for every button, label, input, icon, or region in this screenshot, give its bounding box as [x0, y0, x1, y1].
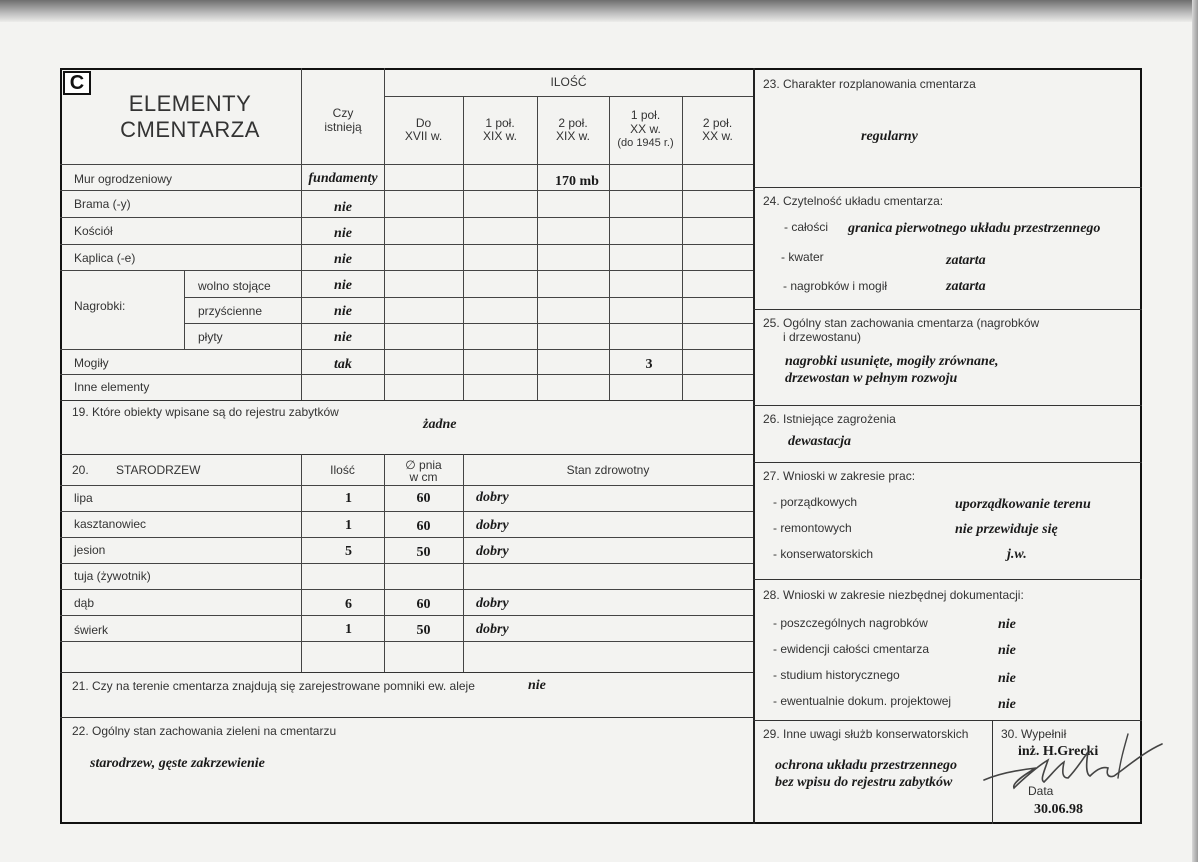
q19-label: 19. Które obiekty wpisane są do rejestru zabytków: [72, 405, 339, 419]
grid-line: [184, 323, 753, 324]
q30-name: inż. H.Grecki: [1018, 744, 1099, 759]
tree-name: lipa: [74, 491, 93, 505]
grid-line: [60, 374, 753, 375]
divider-main: [753, 68, 755, 824]
row-plyty-label: płyty: [198, 330, 223, 344]
row-wolno-exists: nie: [334, 278, 352, 293]
period-4-l2: XX w.: [630, 122, 661, 136]
grid-line: [60, 217, 753, 218]
q28-row2-answer: nie: [998, 643, 1016, 658]
q26-label: 26. Istniejące zagrożenia: [763, 412, 896, 426]
q27-row3-label: - konserwatorskich: [773, 547, 874, 561]
grid-line: [60, 641, 753, 642]
grid-line: [60, 349, 753, 350]
q28-row4-answer: nie: [998, 697, 1016, 712]
grid-line: [384, 96, 753, 97]
tree-diam: 60: [416, 597, 431, 612]
tree-name: świerk: [74, 623, 109, 637]
tree-health: dobry: [476, 544, 509, 559]
row-mur-label: Mur ogrodzeniowy: [74, 172, 173, 186]
q20-col-diam-l2: w cm: [409, 470, 438, 484]
period-2-l2: XIX w.: [482, 129, 517, 143]
grid-line: [753, 720, 1142, 721]
tree-diam: 60: [416, 519, 431, 534]
grid-line: [753, 187, 1142, 188]
tree-name: jesion: [74, 543, 106, 557]
row-kosciol-label: Kościół: [74, 224, 113, 238]
period-1-l1: Do: [415, 116, 432, 130]
row-wolno-label: wolno stojące: [198, 279, 271, 293]
grid-line: [60, 485, 753, 486]
tree-name: tuja (żywotnik): [74, 569, 151, 583]
col-exists-l1: Czy: [332, 106, 354, 120]
period-1-l2: XVII w.: [404, 129, 443, 143]
q27-row2-label: - remontowych: [773, 521, 852, 535]
row-mogily-label: Mogiły: [74, 356, 109, 370]
tree-diam: 50: [416, 623, 431, 638]
grid-line: [60, 190, 753, 191]
q25-label-l1: 25. Ogólny stan zachowania cmentarza (nagrobków: [763, 316, 1040, 330]
tree-qty: 1: [345, 622, 352, 637]
q21-label: 21. Czy na terenie cmentarza znajdują się zarejestrowane pomniki ew. aleje: [72, 679, 475, 693]
row-inne-label: Inne elementy: [74, 380, 150, 394]
q29-label: 29. Inne uwagi służb konserwatorskich: [763, 727, 969, 741]
q23-answer: regularny: [861, 129, 918, 144]
row-plyty-exists: nie: [334, 330, 352, 345]
tree-health: dobry: [476, 490, 509, 505]
tree-diam: 60: [416, 491, 431, 506]
row-mur-value: 170 mb: [555, 174, 599, 189]
row-kaplica-label: Kaplica (-e): [74, 251, 136, 265]
q30-label: 30. Wypełnił: [1001, 727, 1067, 741]
q24-row2-answer: zatarta: [946, 253, 986, 268]
q23-label: 23. Charakter rozplanowania cmentarza: [763, 77, 976, 91]
title-line2: CMENTARZA: [120, 117, 260, 142]
grid-line: [753, 462, 1142, 463]
q20-label: STARODRZEW: [116, 463, 201, 477]
q24-row3-answer: zatarta: [946, 279, 986, 294]
grid-line: [184, 297, 753, 298]
tree-name: kasztanowiec: [74, 517, 147, 531]
q29-answer-l2: bez wpisu do rejestru zabytków: [775, 775, 953, 790]
q22-answer: starodrzew, gęste zakrzewienie: [90, 756, 265, 771]
period-4-l1: 1 poł.: [630, 108, 661, 122]
tree-qty: 5: [345, 544, 352, 559]
q28-row2-label: - ewidencji całości cmentarza: [773, 642, 930, 656]
q24-row3-label: - nagrobków i mogił: [783, 279, 888, 293]
tree-name: dąb: [74, 596, 95, 610]
signature-image: [978, 730, 1170, 796]
period-3-l1: 2 poł.: [558, 116, 588, 130]
q20-col-health: Stan zdrowotny: [566, 463, 650, 477]
tree-qty: 1: [345, 518, 352, 533]
grid-line: [60, 672, 753, 673]
period-5-l2: XX w.: [702, 129, 733, 143]
col-exists-l2: istnieją: [324, 120, 362, 134]
period-4-l3: (do 1945 r.): [617, 137, 674, 149]
q24-row1-answer: granica pierwotnego układu przestrzennego: [848, 221, 1101, 236]
tree-health: dobry: [476, 596, 509, 611]
q24-row1-label: - całości: [784, 220, 829, 234]
q27-row3-answer: j.w.: [1007, 547, 1027, 562]
period-5-l1: 2 poł.: [702, 116, 733, 130]
q24-row2-label: - kwater: [781, 250, 824, 264]
grid-line: [60, 400, 753, 401]
q30-date: 30.06.98: [1034, 802, 1083, 817]
q29-answer-l1: ochrona układu przestrzennego: [775, 758, 958, 773]
title-line1: ELEMENTY: [128, 91, 252, 116]
grid-line: [184, 270, 185, 349]
q27-row2-answer: nie przewiduje się: [955, 522, 1058, 537]
grid-line: [60, 563, 753, 564]
q20-num: 20.: [72, 463, 89, 477]
row-nagrobki-label: Nagrobki:: [74, 299, 126, 313]
tree-diam: 50: [416, 545, 431, 560]
row-kaplica-exists: nie: [334, 252, 352, 267]
row-mogily-value: 3: [645, 357, 653, 372]
row-mur-exists: fundamenty: [308, 171, 378, 186]
grid-line: [753, 405, 1142, 406]
period-2-l1: 1 poł.: [485, 116, 515, 130]
grid-line: [753, 309, 1142, 310]
q28-row1-answer: nie: [998, 617, 1016, 632]
q27-row1-answer: uporządkowanie terenu: [955, 497, 1091, 512]
q27-row1-label: - porządkowych: [773, 495, 858, 509]
q19-answer: żadne: [423, 417, 457, 432]
q22-label: 22. Ogólny stan zachowania zieleni na cmentarzu: [72, 724, 337, 738]
q21-answer: nie: [528, 678, 546, 693]
row-kosciol-exists: nie: [334, 226, 352, 241]
grid-line: [60, 511, 753, 512]
tree-qty: 6: [345, 597, 352, 612]
q25-answer-l1: nagrobki usunięte, mogiły zrównane,: [785, 354, 999, 369]
row-przyscienne-label: przyścienne: [198, 304, 263, 318]
grid-line: [60, 615, 753, 616]
grid-line: [753, 579, 1142, 580]
q28-label: 28. Wnioski w zakresie niezbędnej dokumentacji:: [763, 588, 1024, 602]
row-brama-exists: nie: [334, 200, 352, 215]
grid-line: [60, 537, 753, 538]
q20-col-diam-l1: ∅ pnia: [405, 458, 442, 472]
tree-health: dobry: [476, 518, 509, 533]
q25-label-l2: i drzewostanu): [783, 330, 862, 344]
q30-date-label: Data: [1028, 784, 1054, 798]
tree-qty: 1: [345, 491, 352, 506]
q24-label: 24. Czytelność układu cmentarza:: [763, 194, 944, 208]
q27-label: 27. Wnioski w zakresie prac:: [763, 469, 916, 483]
row-brama-label: Brama (-y): [74, 197, 131, 211]
q28-row4-label: - ewentualnie dokum. projektowej: [773, 694, 952, 708]
grid-line: [60, 270, 753, 271]
period-3-l2: XIX w.: [555, 129, 590, 143]
q28-row3-label: - studium historycznego: [773, 668, 900, 682]
row-przyscienne-exists: nie: [334, 304, 352, 319]
tree-health: dobry: [476, 622, 509, 637]
grid-line: [60, 244, 753, 245]
grid-line: [60, 164, 753, 165]
grid-line: [60, 589, 753, 590]
grid-line: [60, 717, 753, 718]
q28-row1-label: - poszczególnych nagrobków: [773, 616, 928, 630]
row-mogily-exists: tak: [334, 357, 352, 372]
col-ilosc: ILOŚĆ: [550, 75, 587, 89]
q28-row3-answer: nie: [998, 671, 1016, 686]
grid-line: [60, 454, 753, 455]
q20-col-qty: Ilość: [330, 463, 355, 477]
q25-answer-l2: drzewostan w pełnym rozwoju: [785, 371, 958, 386]
q26-answer: dewastacja: [788, 434, 851, 449]
section-letter: C: [63, 71, 91, 95]
